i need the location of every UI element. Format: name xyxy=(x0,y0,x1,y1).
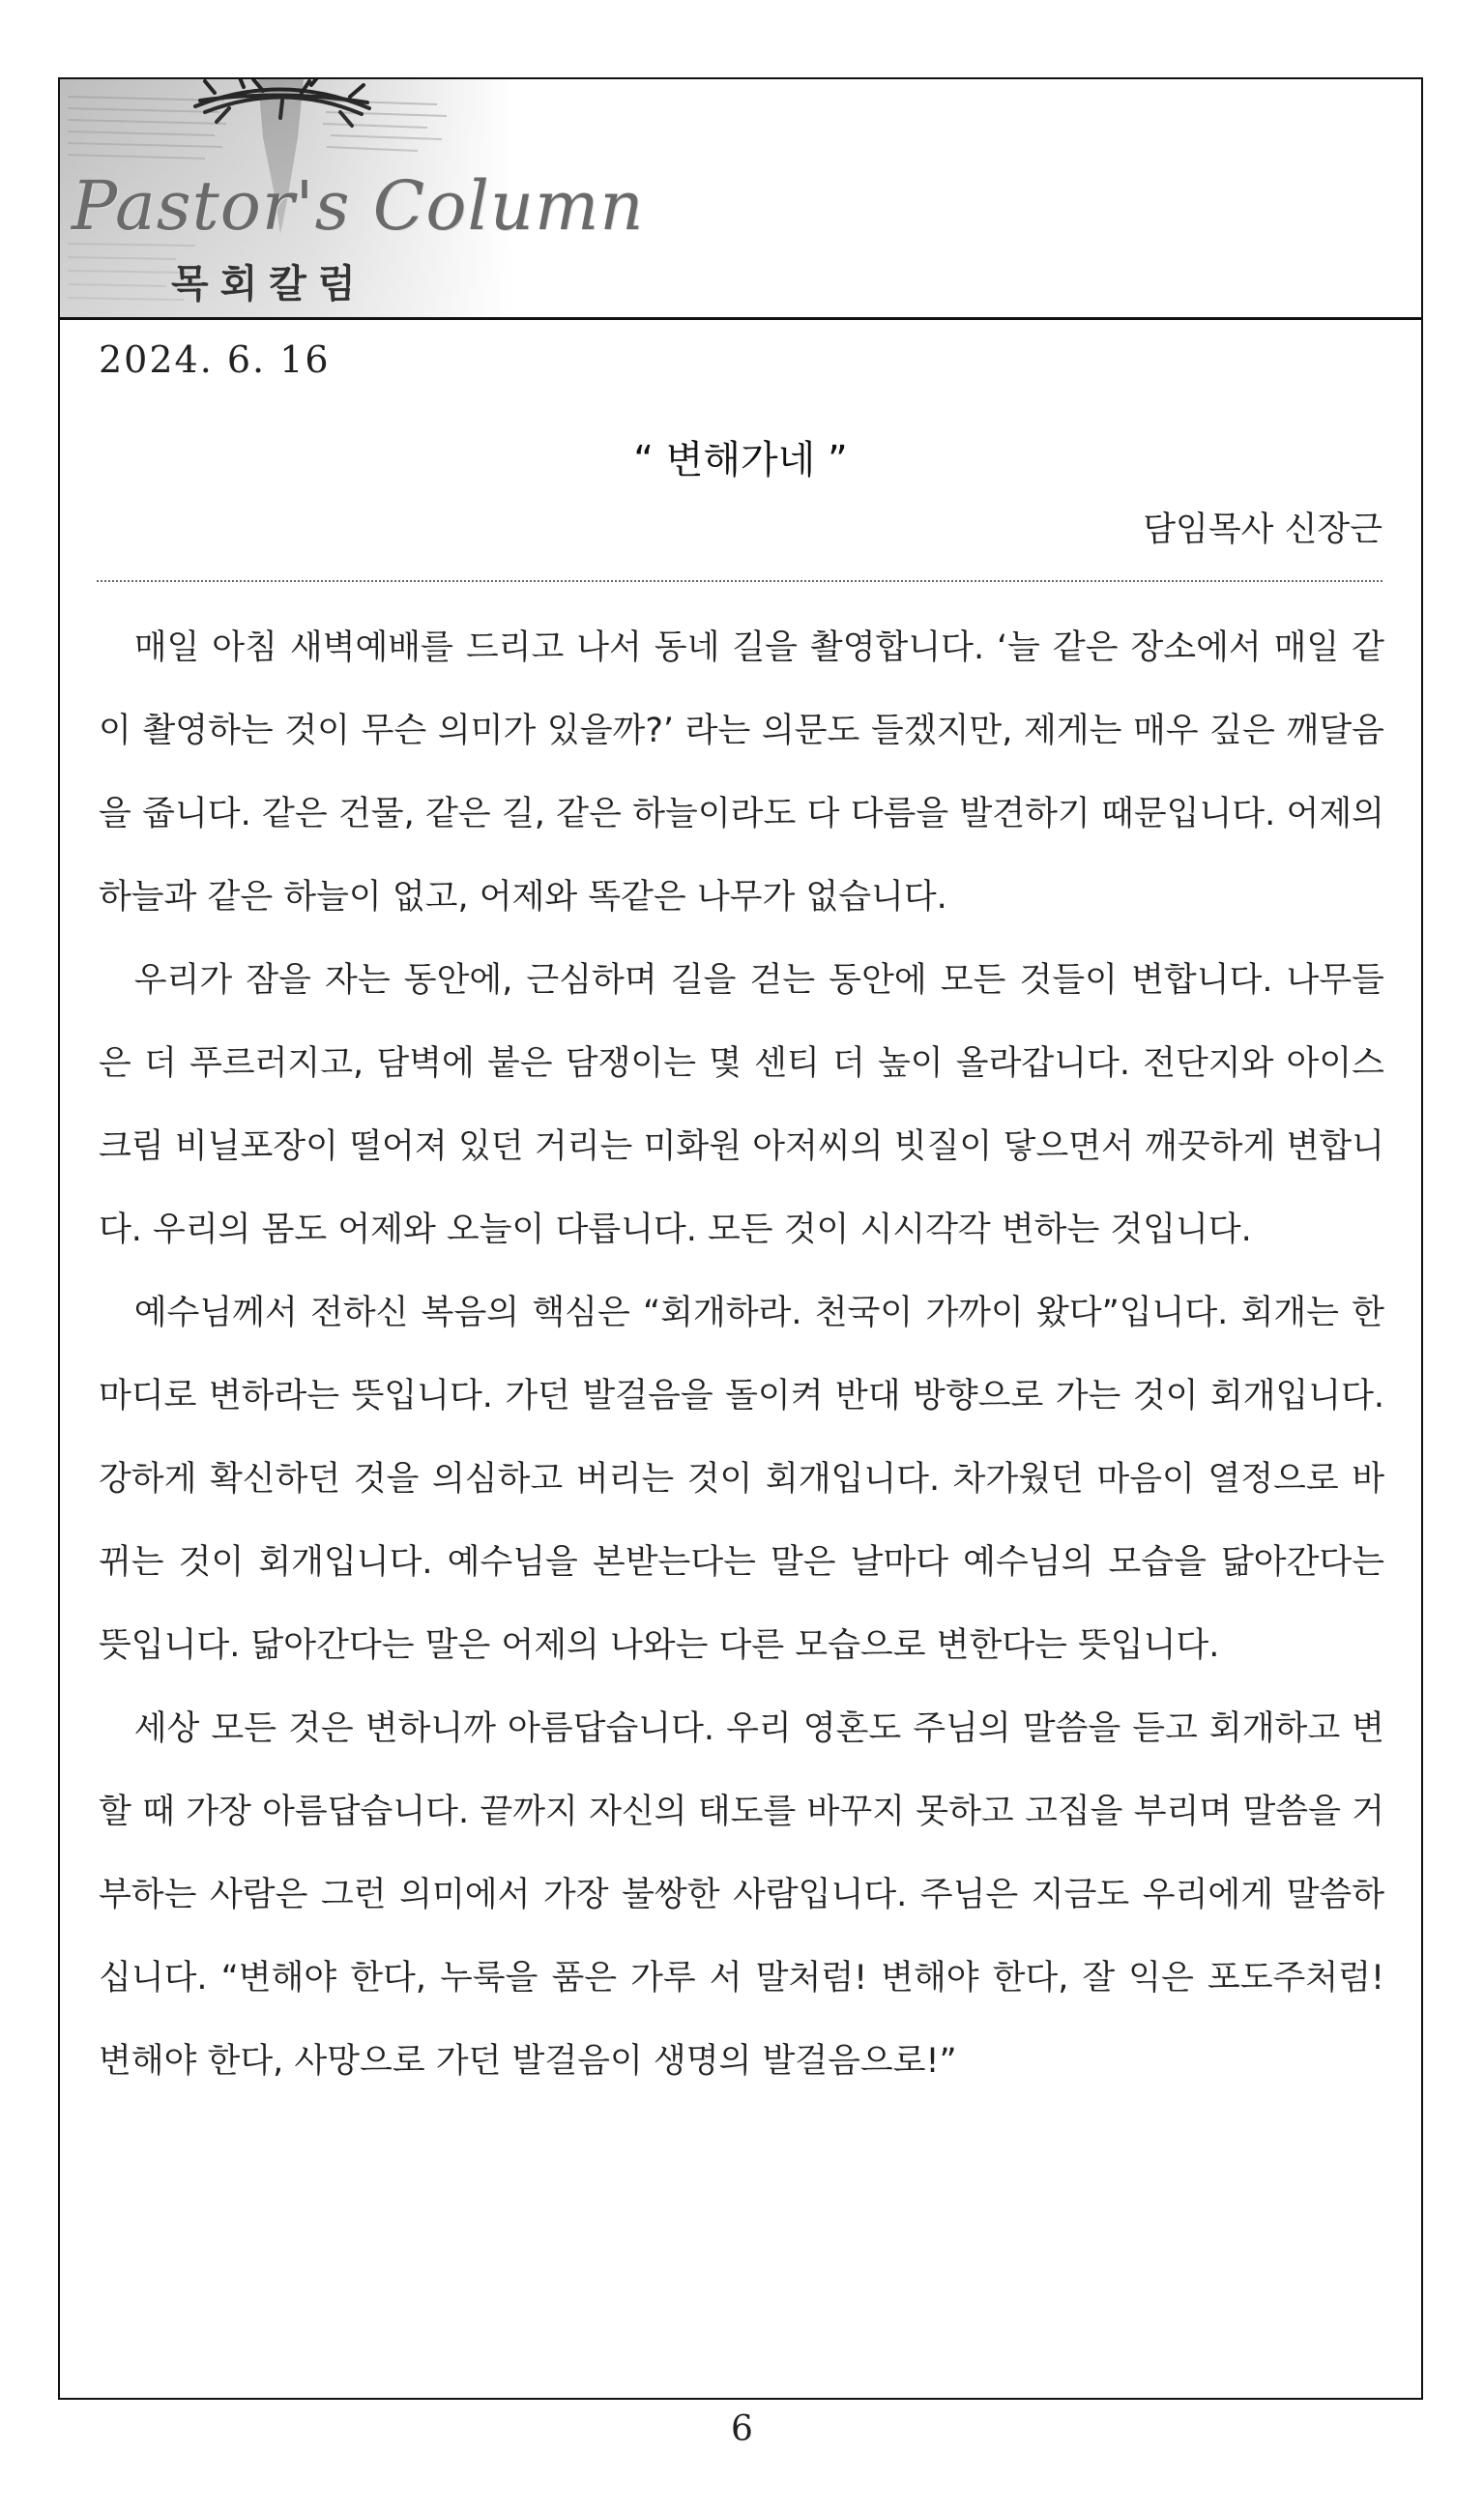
column-date: 2024. 6. 16 xyxy=(99,338,331,381)
paragraph: 예수님께서 전하신 복음의 핵심은 “회개하라. 천국이 가까이 왔다”입니다. 회개는 한마디로 변하라는 뜻입니다. 가던 발걸음을 돌이켜 반대 방향으로 가는 것이 회개입니다. 강하게 확신하던 것을 의심하고 버리는 것이 회개입니다. 차가웠던 마음이 열정으로 바뀌는 것이 회개입니다. 예수님을 본받는다는 말은 날마다 예수님의 모습을 닮아간다는 뜻입니다. 닮아간다는 말은 어제의 나와는 다른 모습으로 변한다는 뜻입니다. xyxy=(99,1294,1384,1665)
paragraph: 우리가 잠을 자는 동안에, 근심하며 길을 걷는 동안에 모든 것들이 변합니다. 나무들은 더 푸르러지고, 담벽에 붙은 담쟁이는 몇 센티 더 높이 올라갑니다. 전단지와 아이스크림 비닐포장이 떨어져 있던 거리는 미화원 아저씨의 빗질이 닿으면서 깨끗하게 변합니다. 우리의 몸도 어제와 오늘이 다릅니다. 모든 것이 시시각각 변하는 것입니다. xyxy=(99,961,1384,1249)
column-title: “ 변해가네 ” xyxy=(633,438,848,482)
paragraph: 매일 아침 새벽예배를 드리고 나서 동네 길을 촬영합니다. ‘늘 같은 장소에서 매일 같이 촬영하는 것이 무슨 의미가 있을까?’ 라는 의문도 들겠지만, 제게는 매우 깊은 깨달음을 줍니다. 같은 건물, 같은 길, 같은 하늘이라도 다 다름을 발견하기 때문입니다. 어제의 하늘과 같은 하늘이 없고, 어제와 똑같은 나무가 없습니다. xyxy=(99,628,1384,917)
column-header xyxy=(60,79,1421,320)
page-number: 6 xyxy=(731,2409,753,2449)
column-frame xyxy=(58,77,1423,2400)
pastors-column-logo-subtitle: 목회칼럼 xyxy=(171,262,367,306)
paragraph: 세상 모든 것은 변하니까 아름답습니다. 우리 영혼도 주님의 말씀을 듣고 회개하고 변할 때 가장 아름답습니다. 끝까지 자신의 태도를 바꾸지 못하고 고집을 부리며 말씀을 거부하는 사람은 그런 의미에서 가장 불쌍한 사람입니다. 주님은 지금도 우리에게 말씀하십니다. “변해야 한다, 누룩을 품은 가루 서 말처럼! 변해야 한다, 잘 익은 포도주처럼! 변해야 한다, 사망으로 가던 발걸음이 생명의 발걸음으로!” xyxy=(99,1709,1384,2081)
column-author: 담임목사 신장근 xyxy=(1143,511,1382,549)
column-body xyxy=(99,606,1384,2103)
dotted-divider xyxy=(97,580,1382,582)
pastors-column-logo-title: Pastor's Column xyxy=(72,166,645,246)
